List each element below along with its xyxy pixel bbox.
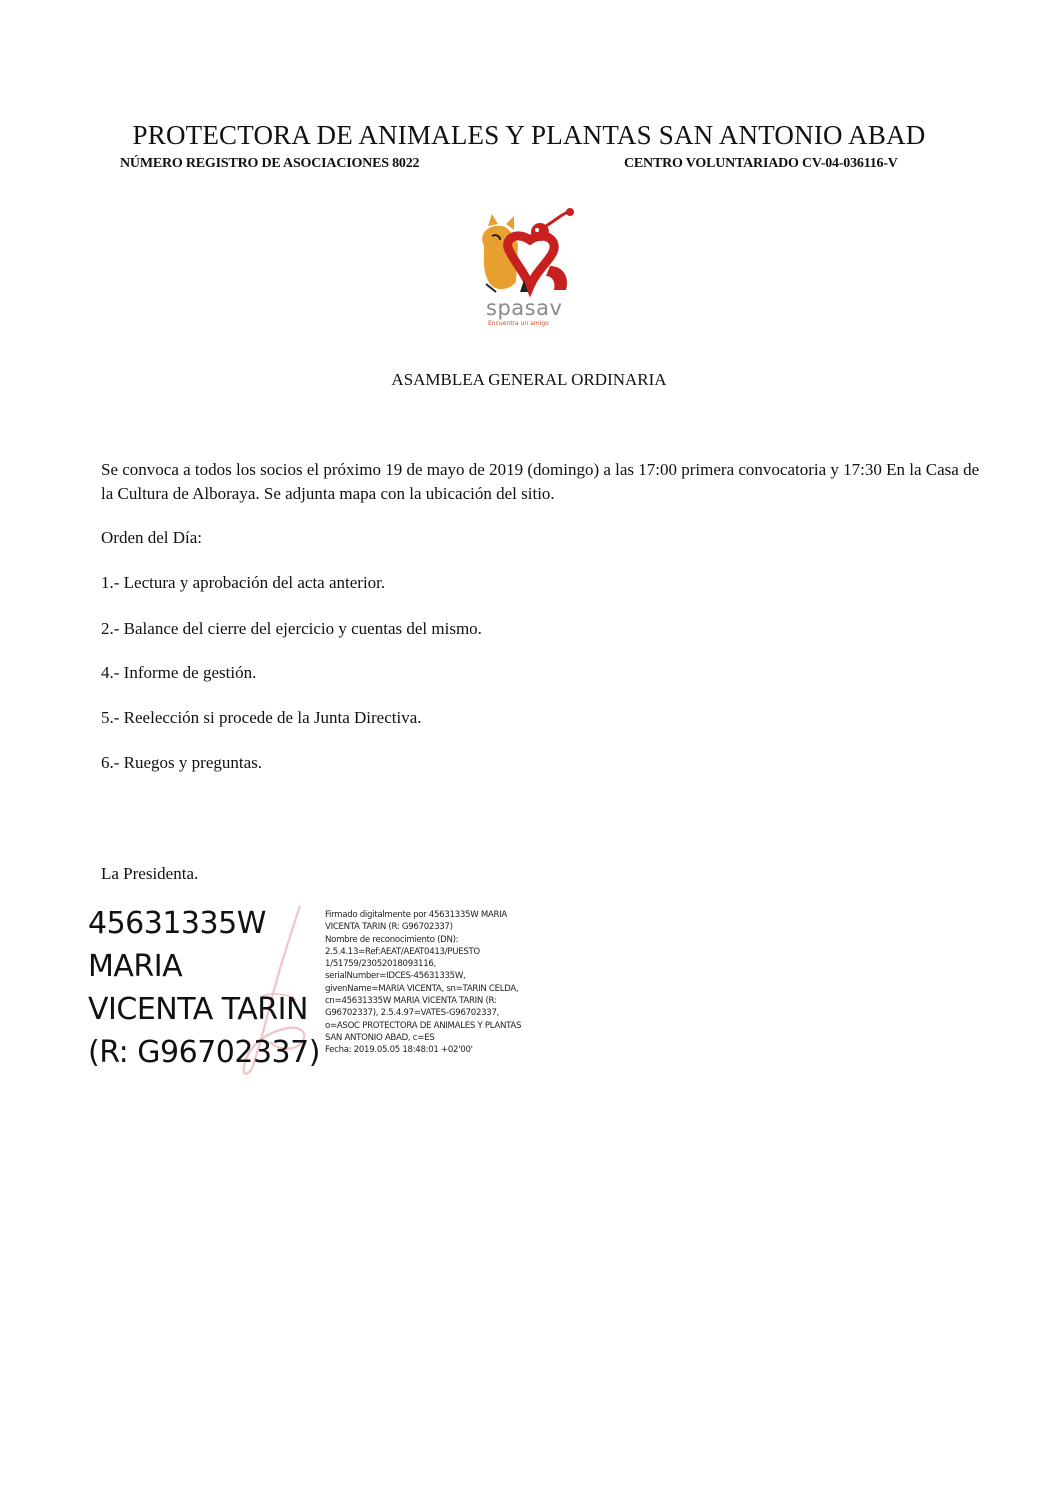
signature-detail-line: Fecha: 2019.05.05 18:48:01 +02'00'	[325, 1045, 473, 1056]
signature-name-line: 45631335W	[88, 906, 266, 941]
signature-detail-line: SAN ANTONIO ABAD, c=ES	[325, 1032, 435, 1043]
signature-details	[325, 909, 560, 1057]
agenda-item: 6.- Ruegos y preguntas.	[101, 753, 263, 772]
organization-title: PROTECTORA DE ANIMALES Y PLANTAS SAN ANTONIO ABAD	[132, 120, 926, 150]
agenda-item: 1.- Lectura y aprobación del acta anterior.	[101, 573, 386, 592]
agenda-item: 4.- Informe de gestión.	[101, 663, 257, 682]
signature-detail-line: VICENTA TARIN (R: G96702337)	[325, 922, 453, 933]
signature-detail-line: givenName=MARIA VICENTA, sn=TARIN CELDA,	[325, 983, 519, 994]
agenda-heading: Orden del Día:	[101, 528, 203, 547]
signature-detail-line: 1/51759/23052018093116,	[325, 959, 436, 970]
logo-name: spasav	[486, 296, 563, 320]
signature-name-line: (R: G96702337)	[88, 1035, 320, 1070]
logo-tagline: Encuentra un amigo	[488, 320, 549, 327]
agenda-item: 5.- Reelección si procede de la Junta Directiva.	[101, 708, 422, 727]
signature-detail-line: 2.5.4.13=Ref:AEAT/AEAT0413/PUESTO	[325, 946, 480, 957]
document-heading: ASAMBLEA GENERAL ORDINARIA	[391, 370, 667, 389]
signature-detail-line: Firmado digitalmente por 45631335W MARIA	[325, 910, 507, 920]
signature-name-line: VICENTA TARIN	[88, 992, 308, 1027]
signature-name-block	[88, 902, 328, 1074]
signature-detail-line: Nombre de reconocimiento (DN):	[325, 934, 459, 945]
signature-name-line: MARIA	[88, 949, 183, 984]
registry-number: NÚMERO REGISTRO DE ASOCIACIONES 8022	[120, 156, 420, 171]
signature-detail-line: o=ASOC PROTECTORA DE ANIMALES Y PLANTAS	[325, 1020, 522, 1031]
signature-detail-line: cn=45631335W MARIA VICENTA TARIN (R:	[325, 996, 497, 1007]
intro-paragraph: Se convoca a todos los socios el próximo 19 de mayo de 2019 (domingo) a las 17:00 primera convocatoria y 17:30 En la Casa de la Cultura de Alboraya. Se adjunta mapa con la ubicación del sitio.	[101, 460, 980, 503]
volunteer-center-number: CENTRO VOLUNTARIADO CV-04-036116-V	[624, 156, 898, 171]
heart-cat-logo-icon	[466, 206, 596, 302]
signature-detail-line: serialNumber=IDCES-45631335W,	[325, 971, 466, 982]
spasav-logo	[466, 206, 596, 330]
signer-role: La Presidenta.	[101, 864, 199, 883]
agenda-item: 2.- Balance del cierre del ejercicio y cuentas del mismo.	[101, 619, 482, 638]
signature-detail-line: G96702337), 2.5.4.97=VATES-G96702337,	[325, 1008, 500, 1019]
